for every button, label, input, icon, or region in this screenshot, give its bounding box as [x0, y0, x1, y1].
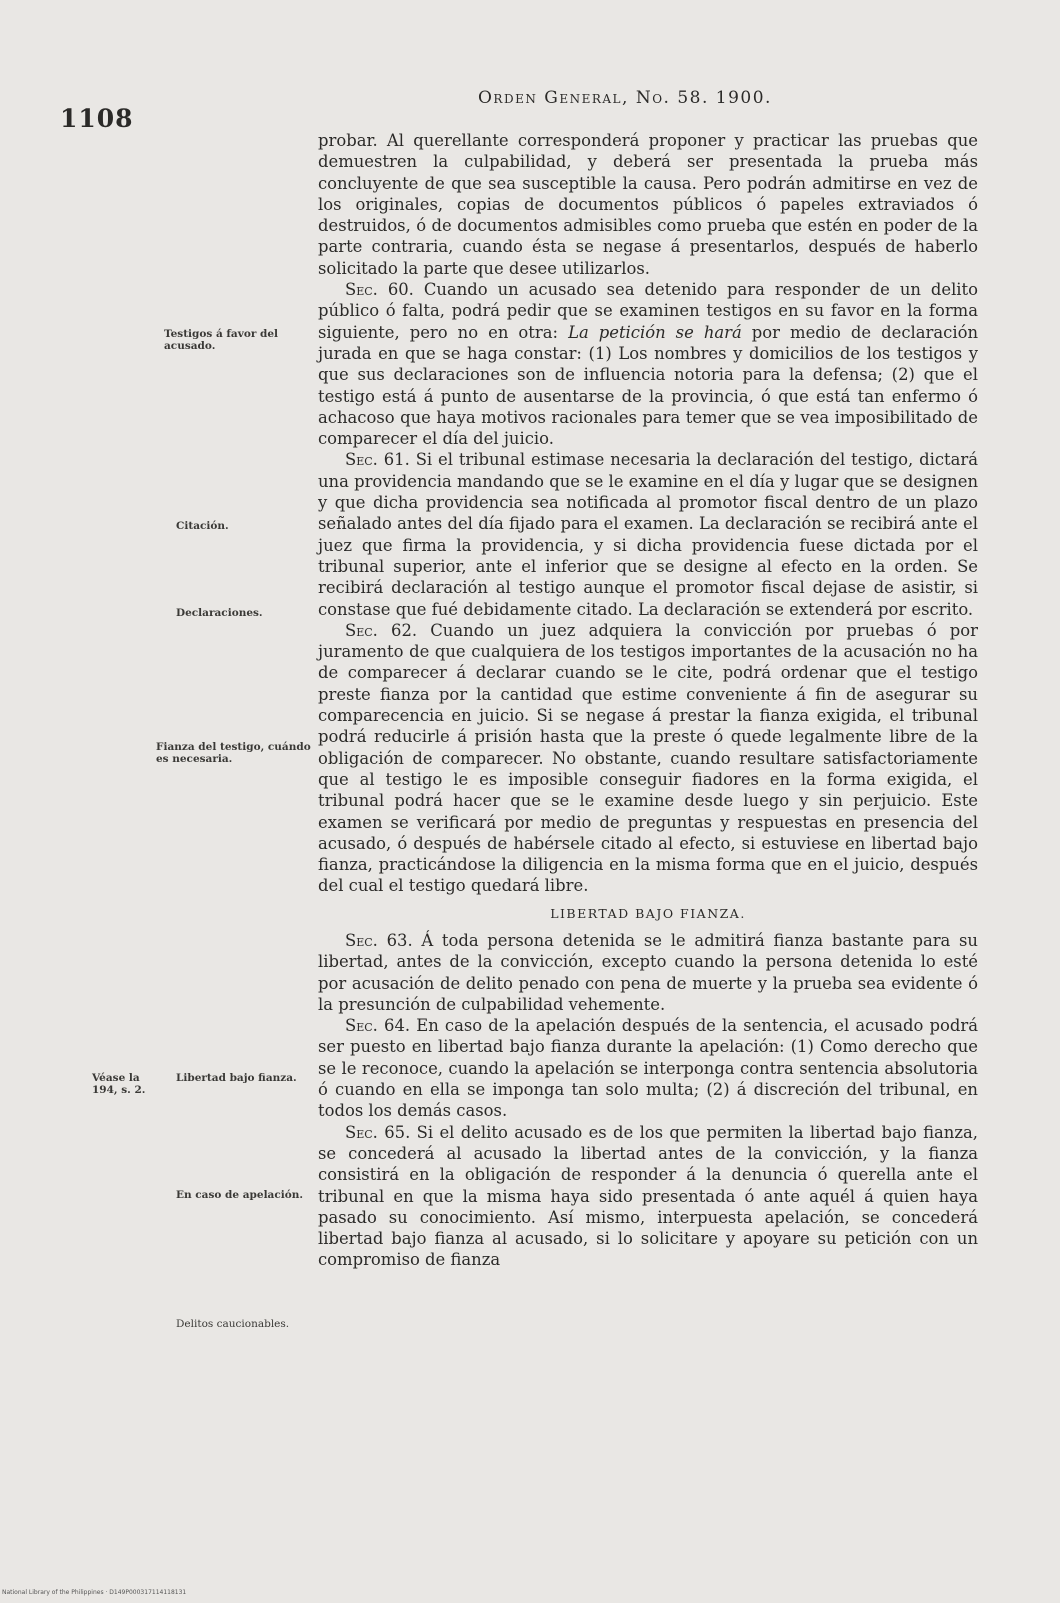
- running-head: Orden General, No. 58. 1900.: [478, 88, 772, 108]
- section-63: [318, 930, 978, 1015]
- section-60-text-a: Cuando un acusado sea detenido para responder de un delito público ó falta, podrá pedir que se examinen testigos en su favor en la forma siguiente, pero no en otra:: [318, 280, 979, 342]
- section-64-text: En caso de la apelación después de la sentencia, el acusado podrá ser puesto en libertad bajo fianza durante la apelación: (1) Como derecho que se le reconoce, cuando la apelación se interponga contra sentencia absolutoria ó cuando en ella se imponga tan solo multa; (2) á discreción del tribunal, en todos los demás casos.: [318, 1016, 978, 1121]
- section-62-label: Sec. 62.: [345, 620, 418, 640]
- library-footer: National Library of the Philippines · D149P000317114118131: [2, 1589, 187, 1596]
- margin-note-vease: Véase la 194, s. 2.: [92, 1072, 146, 1096]
- section-heading: LIBERTAD BAJO FIANZA.: [550, 905, 746, 921]
- paragraph-intro: probar. Al querellante corresponderá proponer y practicar las pruebas que demuestren la culpabilidad, y deberá ser presentada la prueba más concluyente de que sea susceptible la causa. Pero podrán admitirse en vez de los originales, copias de documentos públicos ó papeles extraviados ó destruidos, ó de documentos admisibles como prueba que estén en poder de la parte contraria, cuando ésta se negase á presentarlos, después de haberlo solicitado la parte que desee utilizarlos.: [318, 131, 978, 278]
- margin-note-apelacion: En caso de apelación.: [176, 1189, 304, 1201]
- main-text: [318, 130, 978, 1271]
- section-65-label: Sec. 65.: [345, 1122, 411, 1142]
- section-60-label: Sec. 60.: [345, 280, 414, 300]
- margin-note-declaraciones: Declaraciones.: [176, 607, 263, 619]
- section-62: [318, 620, 978, 897]
- section-61-text: Si el tribunal estimase necesaria la declaración del testigo, dictará una providencia mandando que se le examine en el día y lugar que se designen y que dicha providencia sea notificada al promotor fiscal dentro de un plazo señalado antes del día fijado para el examen. La declaración se recibirá ante el juez que firma la providencia, y si dicha providencia fuese dictada por el tribunal superior, ante el inferior que se designe al efecto en la orden. Se recibirá declaración al testigo aunque el promotor fiscal dejase de asistir, si constase que fué debidamente citado. La declaración se extenderá por escrito.: [318, 450, 978, 619]
- section-64: [318, 1015, 978, 1121]
- section-61: [318, 449, 978, 619]
- section-60-text-italic: La petición se hará: [568, 322, 742, 342]
- margin-note-testigos: Testigos á favor del acusado.: [164, 328, 279, 352]
- section-63-text: Á toda persona detenida se le admitirá fianza bastante para su libertad, antes de la convicción, excepto cuando la persona detenida lo esté por acusación de delito penado con pena de muerte y la prueba sea evidente ó la presunción de culpabilidad vehemente.: [318, 930, 978, 1014]
- section-63-label: Sec. 63.: [345, 930, 413, 950]
- section-60: [318, 279, 978, 449]
- margin-note-delitos: Delitos caucionables.: [176, 1318, 290, 1330]
- section-62-text: Cuando un juez adquiera la convicción por pruebas ó por juramento de que cualquiera de los testigos importantes de la acusación no ha de comparecer á declarar cuando se le cite, podrá ordenar que el testigo preste fianza por la cantidad que estime conveniente á fin de asegurar su comparecencia en juicio. Si se negase á prestar la fianza exigida, el tribunal podrá reducirle á prisión hasta que la preste ó quede legalmente libre de la obligación de comparecer. No obstante, cuando resultare satisfactoriamente que al testigo le es imposible conseguir fiadores en la forma exigida, el tribunal podrá hacer que se le examine desde luego y sin perjuicio. Este examen se verificará por medio de preguntas y respuestas en presencia del acusado, ó después de habérsele citado al efecto, si estuviese en libertad bajo fianza, practicándose la diligencia en la misma forma que en el juicio, después del cual el testigo quedará libre.: [318, 620, 978, 896]
- page-number: 1108: [60, 104, 134, 133]
- section-61-label: Sec. 61.: [345, 450, 410, 470]
- margin-note-fianza-testigo: Fianza del testigo, cuándo es necesaria.: [156, 741, 311, 765]
- section-60-text-b: por medio de declaración jurada en que se haga constar: (1) Los nombres y domicilios de los testigos y que sus declaraciones son de influencia notoria para la defensa; (2) que el testigo está á punto de ausentarse de la provincia, ó que está tan enfermo ó achacoso que haya motivos racionales para temer que se vea imposibilitado de comparecer el día del juicio.: [318, 322, 978, 449]
- section-64-label: Sec. 64.: [345, 1016, 411, 1036]
- margin-note-citacion: Citación.: [176, 520, 229, 532]
- section-65-text: Si el delito acusado es de los que permiten la libertad bajo fianza, se concederá al acusado la libertad antes de la convicción, y la fianza consistirá en la obligación de responder á la denuncia ó querella ante el tribunal en que la misma haya sido presentada ó ante aquél á quien haya pasado su conocimiento. Así mismo, interpuesta apelación, se concederá libertad bajo fianza al acusado, si lo solicitare y apoyare su petición con un compromiso de fianza: [318, 1122, 978, 1270]
- margin-note-libertad: Libertad bajo fianza.: [176, 1072, 297, 1084]
- section-65: [318, 1122, 978, 1271]
